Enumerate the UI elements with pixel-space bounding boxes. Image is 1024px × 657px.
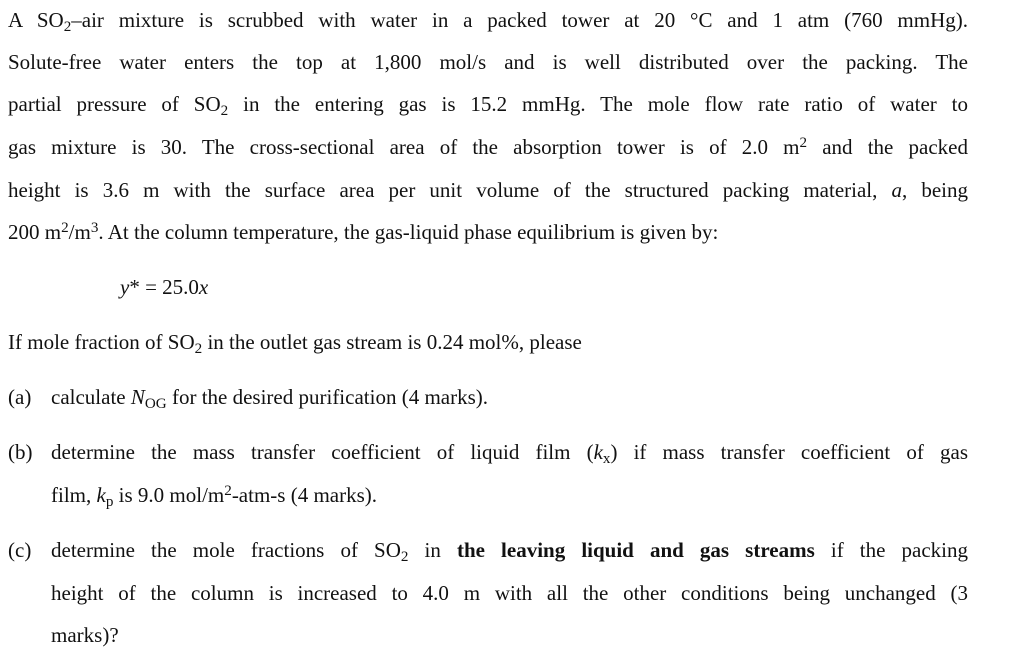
part-c-line-2: height of the column is increased to 4.0 m with all the other conditions being unchanged (3 — [51, 581, 968, 605]
part-b-line-1: determine the mass transfer coefficient of liquid film $(k_x)$ if mass transfer coefficient of gas — [51, 440, 968, 467]
equilibrium-equation: y* = 25.0x — [120, 275, 209, 299]
intro-line-5: height is 3.6 m with the surface area per unit volume of the structured packing material, a, being — [8, 178, 968, 202]
intro-line-6: 200 $m^2/m^3$. At the column temperature, the gas-liquid phase equilibrium is given by: — [8, 220, 719, 244]
part-c-label: (c) — [8, 538, 32, 562]
intro-line-3: partial pressure of $SO_2$ in the entering gas is 15.2 mmHg. The mole flow rate ratio of water to — [8, 92, 969, 119]
part-b-line-2: film, $k_p$ is 9.0 mol/$m^2-atm-s$ (4 marks). — [51, 483, 378, 510]
intro-line-2: Solute-free water enters the top at 1,800 mol/s and is well distributed over the packing. The — [8, 50, 968, 74]
part-a-line-1: calculate $N_{OG}$ for the desired purification (4 marks). — [51, 385, 489, 412]
part-b-label: (b) — [8, 440, 33, 464]
question-lead: If mole fraction of $SO_2$ in the outlet gas stream is 0.24 mol%, please — [8, 330, 582, 357]
part-c-line-1: determine the mole fractions of $SO_2$ in the leaving liquid and gas streams if the packing — [51, 538, 968, 565]
intro-line-4: gas mixture is 30. The cross-sectional area of the absorption tower is of 2.0 $m^2$ and the packed — [8, 135, 968, 159]
part-a-label: (a) — [8, 385, 32, 409]
intro-line-1: A $SO_2$–air mixture is scrubbed with water in a packed tower at 20 °C and 1 atm (760 mmHg). — [8, 8, 968, 35]
part-c-line-3: marks)? — [51, 623, 119, 647]
